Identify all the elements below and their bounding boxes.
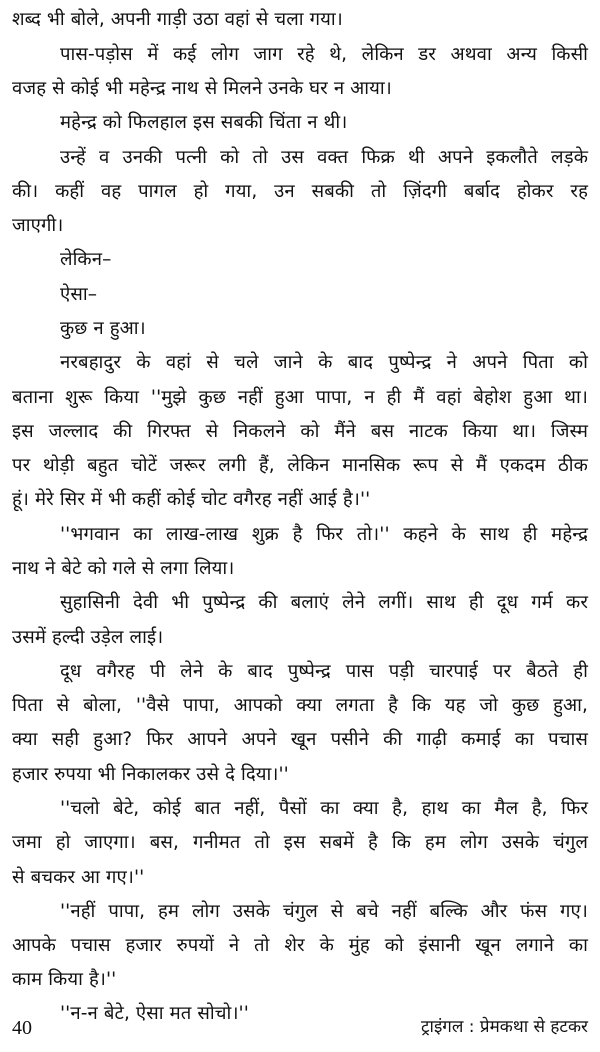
text-line: काम किया है।'' — [12, 969, 117, 990]
text-line: आपके पचास हजार रुपयों ने तो शेर के मुंह को इंसानी खून लगाने का — [12, 935, 588, 956]
text-line: कुछ न हुआ। — [60, 318, 146, 339]
page-number: 40 — [12, 1017, 32, 1039]
text-line: जमा हो जाएगा। बस, गनीमत तो इस सबमें है कि हम लोग उसके चंगुल — [12, 832, 588, 853]
text-line: ''नहीं पापा, हम लोग उसके चंगुल से बचे नहीं बल्कि और फंस गए। — [60, 901, 588, 922]
text-line: नरबहादुर के वहां से चले जाने के बाद पुष्पेन्द्र ने अपने पिता को — [60, 352, 588, 373]
text-line: वजह से कोई भी महेन्द्र नाथ से मिलने उनके घर न आया। — [12, 78, 392, 99]
text-line: बताना शुरू किया ''मुझे कुछ नहीं हुआ पापा, न ही मैं वहां बेहोश हुआ था। — [12, 387, 588, 408]
text-line: ''न-न बेटे, ऐसा मत सोचो।'' — [60, 1003, 249, 1024]
text-line: सुहासिनी देवी भी पुष्पेन्द्र की बलाएं लेने लगीं। साथ ही दूध गर्म कर — [60, 592, 588, 613]
text-line: महेन्द्र को फिलहाल इस सबकी चिंता न थी। — [60, 112, 348, 133]
text-line: शब्द भी बोले, अपनी गाड़ी उठा वहां से चला गया। — [12, 9, 343, 30]
text-line: उसमें हल्दी उड़ेल लाई। — [12, 627, 164, 648]
text-line: क्या सही हुआ? फिर आपने अपने खून पसीने की गाढ़ी कमाई का पचास — [12, 729, 588, 750]
running-title: ट्राइंगल : प्रेमकथा से हटकर — [420, 1017, 588, 1037]
text-line: हूं। मेरे सिर में भी कहीं कोई चोट वगैरह नहीं आई है।'' — [12, 489, 371, 510]
text-line: हजार रुपया भी निकालकर उसे दे दिया।'' — [12, 764, 289, 785]
text-line: से बचकर आ गए।'' — [12, 867, 145, 888]
text-line: लेकिन– — [60, 249, 112, 270]
text-line: उन्हें व उनकी पत्नी को तो उस वक्त फिक्र थी अपने इकलौते लड़के — [60, 147, 589, 168]
text-line: की। कहीं वह पागल हो गया, उन सबकी तो ज़िंदगी बर्बाद होकर रह — [12, 181, 588, 202]
text-line: ''भगवान का लाख-लाख शुक्र है फिर तो।'' कहने के साथ ही महेन्द्र — [60, 524, 588, 545]
text-line: जाएगी। — [12, 215, 64, 236]
text-line: ''चलो बेटे, कोई बात नहीं, पैसों का क्या है, हाथ का मैल है, फिर — [60, 798, 588, 819]
text-line: पिता से बोला, ''वैसे पापा, आपको क्या लगता है कि यह जो कुछ हुआ, — [12, 695, 588, 716]
text-line: पास-पड़ोस में कई लोग जाग रहे थे, लेकिन डर अथवा अन्य किसी — [60, 44, 588, 65]
text-line: इस जल्लाद की गिरफ्त से निकलने को मैंने बस नाटक किया था। जिस्म — [12, 421, 588, 442]
text-line: दूध वगैरह पी लेने के बाद पुष्पेन्द्र पास पड़ी चारपाई पर बैठते ही — [60, 661, 588, 682]
text-line: नाथ ने बेटे को गले से लगा लिया। — [12, 558, 235, 579]
text-line: ऐसा– — [60, 284, 98, 305]
text-line: पर थोड़ी बहुत चोटें जरूर लगी हैं, लेकिन मानसिक रूप से मैं एकदम ठीक — [12, 455, 588, 476]
